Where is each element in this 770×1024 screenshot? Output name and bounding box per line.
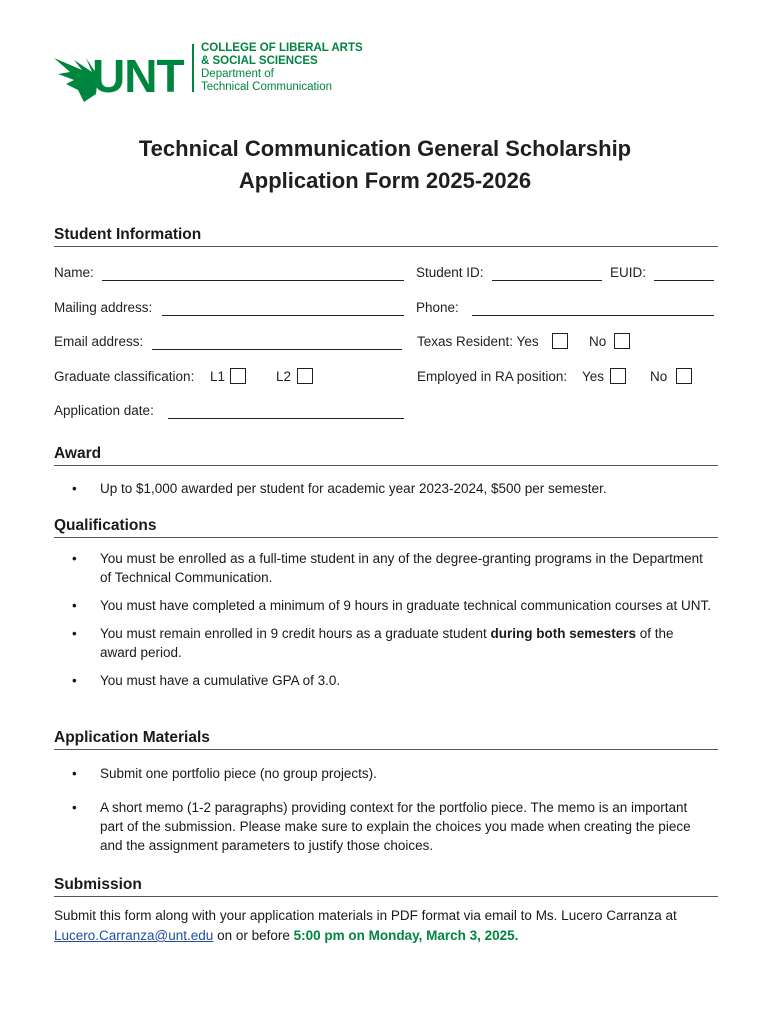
materials-list: [72, 764, 712, 855]
list-item: • You must have a cumulative GPA of 3.0.: [72, 673, 341, 688]
l1-label: L1: [210, 369, 226, 384]
texas-resident-label: Texas Resident: Yes: [417, 334, 539, 349]
texas-resident-yes-checkbox[interactable]: [552, 333, 568, 349]
texas-resident-no-checkbox[interactable]: [614, 333, 630, 349]
employed-no-label: No: [650, 369, 668, 384]
list-item: • You must remain enrolled in 9 credit hours as a graduate student during both semesters of the award period.: [72, 626, 674, 660]
employed-ra-label: Employed in RA position:: [417, 369, 568, 384]
section-heading-student-info: Student Information: [54, 226, 718, 247]
student-id-label: Student ID:: [416, 265, 484, 280]
page-title: Technical Communication General Scholarship Application Form 2025-2026: [138, 136, 632, 193]
college-department-label: COLLEGE OF LIBERAL ARTS & SOCIAL SCIENCES Department of Technical Communication: [201, 42, 363, 93]
email-address-field[interactable]: [152, 335, 402, 350]
email-link[interactable]: Lucero.Carranza@unt.edu: [54, 928, 214, 943]
phone-label: Phone:: [416, 300, 459, 315]
qualifications-list: [72, 549, 712, 690]
phone-field[interactable]: [472, 301, 714, 316]
section-heading-application-materials: Application Materials: [54, 729, 718, 750]
mailing-address-label: Mailing address:: [54, 300, 153, 315]
employed-no-checkbox[interactable]: [676, 368, 692, 384]
list-item: • Submit one portfolio piece (no group projects).: [72, 766, 377, 781]
application-date-label: Application date:: [54, 403, 154, 418]
section-heading-award: Award: [54, 445, 718, 466]
list-item: • A short memo (1-2 paragraphs) providing context for the portfolio piece. The memo is an important part of the submission. Please make sure to explain the choices you made when creating the piece and the assignment parameters to justify those choices.: [72, 800, 691, 853]
section-heading-submission: Submission: [54, 876, 718, 897]
section-heading-qualifications: Qualifications: [54, 517, 718, 538]
deadline-text: 5:00 pm on Monday, March 3, 2025.: [293, 928, 519, 943]
texas-resident-no-label: No: [589, 334, 607, 349]
employed-yes-label: Yes: [582, 369, 605, 384]
name-label: Name:: [54, 265, 94, 280]
l2-checkbox[interactable]: [297, 368, 313, 384]
award-list: [72, 479, 712, 498]
email-address-label: Email address:: [54, 334, 144, 349]
euid-label: EUID:: [610, 265, 647, 280]
name-field[interactable]: [102, 266, 404, 281]
unt-wordmark: UNT: [92, 50, 184, 102]
list-item: • You must have completed a minimum of 9 hours in graduate technical communication courses at UNT.: [72, 598, 712, 613]
application-date-field[interactable]: [168, 404, 404, 419]
student-id-field[interactable]: [492, 266, 602, 281]
employed-yes-checkbox[interactable]: [610, 368, 626, 384]
submission-text: Submit this form along with your application materials in PDF format via email to Ms. Lucero Carranza at Lucero.Carranza@unt.edu on or before 5:00 pm on Monday, March 3, 2025.: [54, 908, 677, 943]
logo-divider: [192, 44, 194, 92]
list-item: • Up to $1,000 awarded per student for academic year 2023-2024, $500 per semester.: [72, 481, 607, 496]
l1-checkbox[interactable]: [230, 368, 246, 384]
list-item: • You must be enrolled as a full-time student in any of the degree-granting programs in the Department of Technical Communication.: [72, 551, 703, 585]
l2-label: L2: [276, 369, 292, 384]
euid-field[interactable]: [654, 266, 714, 281]
mailing-address-field[interactable]: [162, 301, 404, 316]
graduate-classification-label: Graduate classification:: [54, 369, 195, 384]
